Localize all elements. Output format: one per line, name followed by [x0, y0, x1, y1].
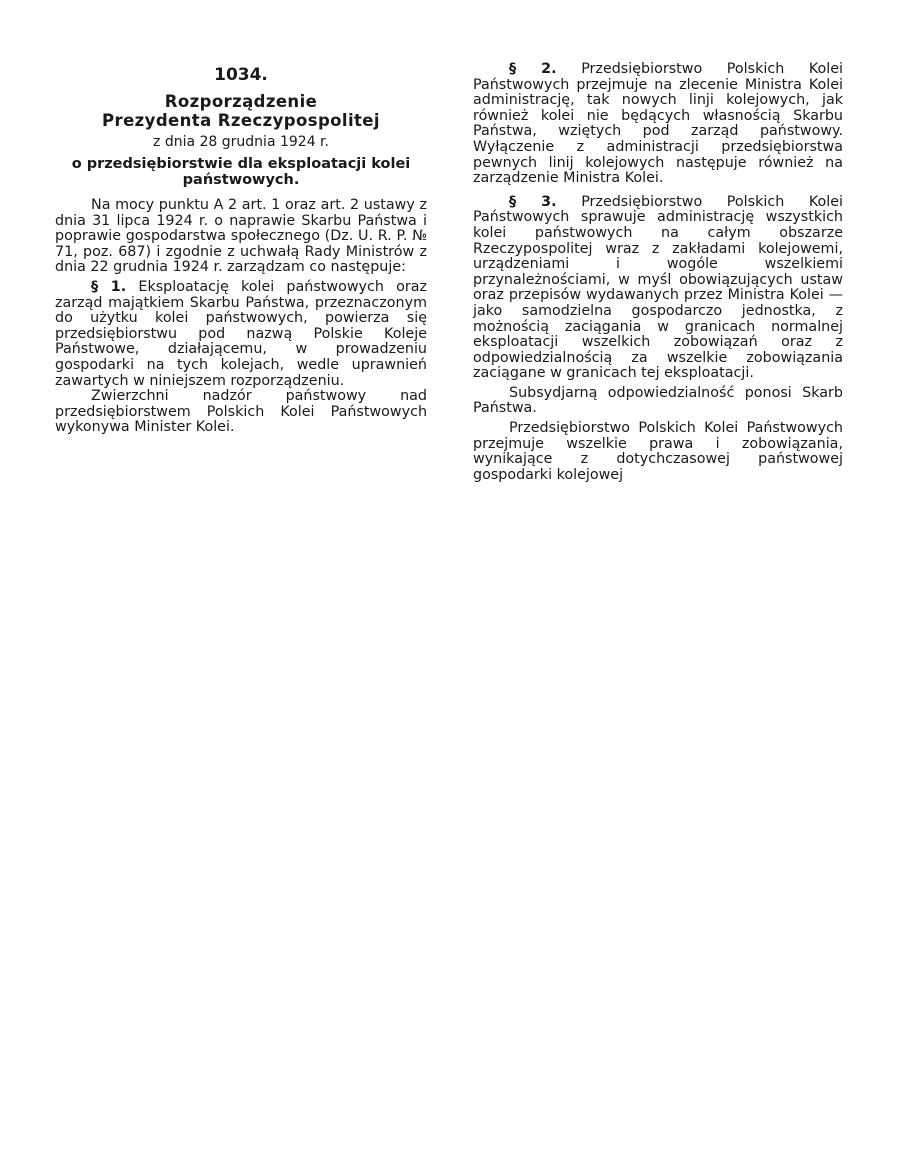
decree-title-line-1: Rozporządzenie — [164, 92, 318, 111]
left-column — [55, 62, 427, 436]
section-1-paragraph — [55, 280, 427, 389]
section-3-text: Przedsiębiorstwo Polskich Kolei Państwowych sprawuje administrację wszystkich kolei państwowych na całym obszarze Rzeczypospolitej wraz z zakładami kolejowemi, urządzeniami i wogóle wszelkiemi przynależnościami, w myśl obowiązujących ustaw oraz przepisów wydawanych przez Ministra Kolei — jako samodzielna gospodarczo jednostka, z możnością zaciągania w granicach normalnej eksploatacji wszelkich zobowiązań oraz z odpowiedzialnością za wszelkie zobowiązania zaciągane w granicach tej eksploatacji. — [473, 193, 844, 382]
right-column — [473, 62, 843, 483]
decree-date: z dnia 28 grudnia 1924 r. — [153, 134, 329, 150]
section-3-paragraph-3: Przedsiębiorstwo Polskich Kolei Państwowych przejmuje wszelkie prawa i zobowiązania, wynikające z dotychczasowej państwowej gospodarki kolejowej — [473, 420, 843, 483]
decree-number: 1034. — [214, 65, 268, 85]
decree-title — [55, 92, 427, 130]
section-1-paragraph-2: Zwierzchni nadzór państwowy nad przedsiębiorstwem Polskich Kolei Państwowych wykonywa Minister Kolei. — [55, 388, 427, 436]
section-3-label: § 3. — [509, 193, 557, 210]
section-3-paragraph — [473, 195, 843, 382]
section-2-paragraph — [473, 62, 843, 187]
decree-subject: o przedsiębiorstwie dla eksploatacji kolei państwowych. — [71, 156, 411, 188]
section-2-text: Przedsiębiorstwo Polskich Kolei Państwowych przejmuje na zlecenie Ministra Kolei administrację, tak nowych linji kolejowych, jak również kolei nie będących własnością Skarbu Państwa, wziętych pod zarząd państwowy. Wyłączenie z administracji przedsiębiorstwa pewnych linij kolejowych następuje również na zarządzenie Ministra Kolei. — [473, 61, 844, 187]
section-1-text: Eksploatację kolei państwowych oraz zarząd majątkiem Skarbu Państwa, przeznaczonym do użytku kolei państwowych, powierza się przedsiębiorstwu pod nazwą Polskie Koleje Państwowe, działającemu, w prowadzeniu gospodarki na tych kolejach, wedle uprawnień zawartych w niniejszem rozporządzeniu. — [55, 278, 428, 389]
decree-title-line-2: Prezydenta Rzeczypospolitej — [102, 111, 380, 130]
section-3-paragraph-2: Subsydjarną odpowiedzialność ponosi Skarb Państwa. — [473, 384, 843, 417]
section-1-label: § 1. — [91, 278, 127, 295]
preamble-paragraph: Na mocy punktu A 2 art. 1 oraz art. 2 ustawy z dnia 31 lipca 1924 r. o naprawie Skarbu Państwa i poprawie gospodarstwa społecznego (Dz. U. R. P. № 71, poz. 687) i zgodnie z uchwałą Rady Ministrów z dnia 22 grudnia 1924 r. zarządzam co następuje: — [55, 197, 427, 276]
section-2-label: § 2. — [509, 61, 557, 77]
